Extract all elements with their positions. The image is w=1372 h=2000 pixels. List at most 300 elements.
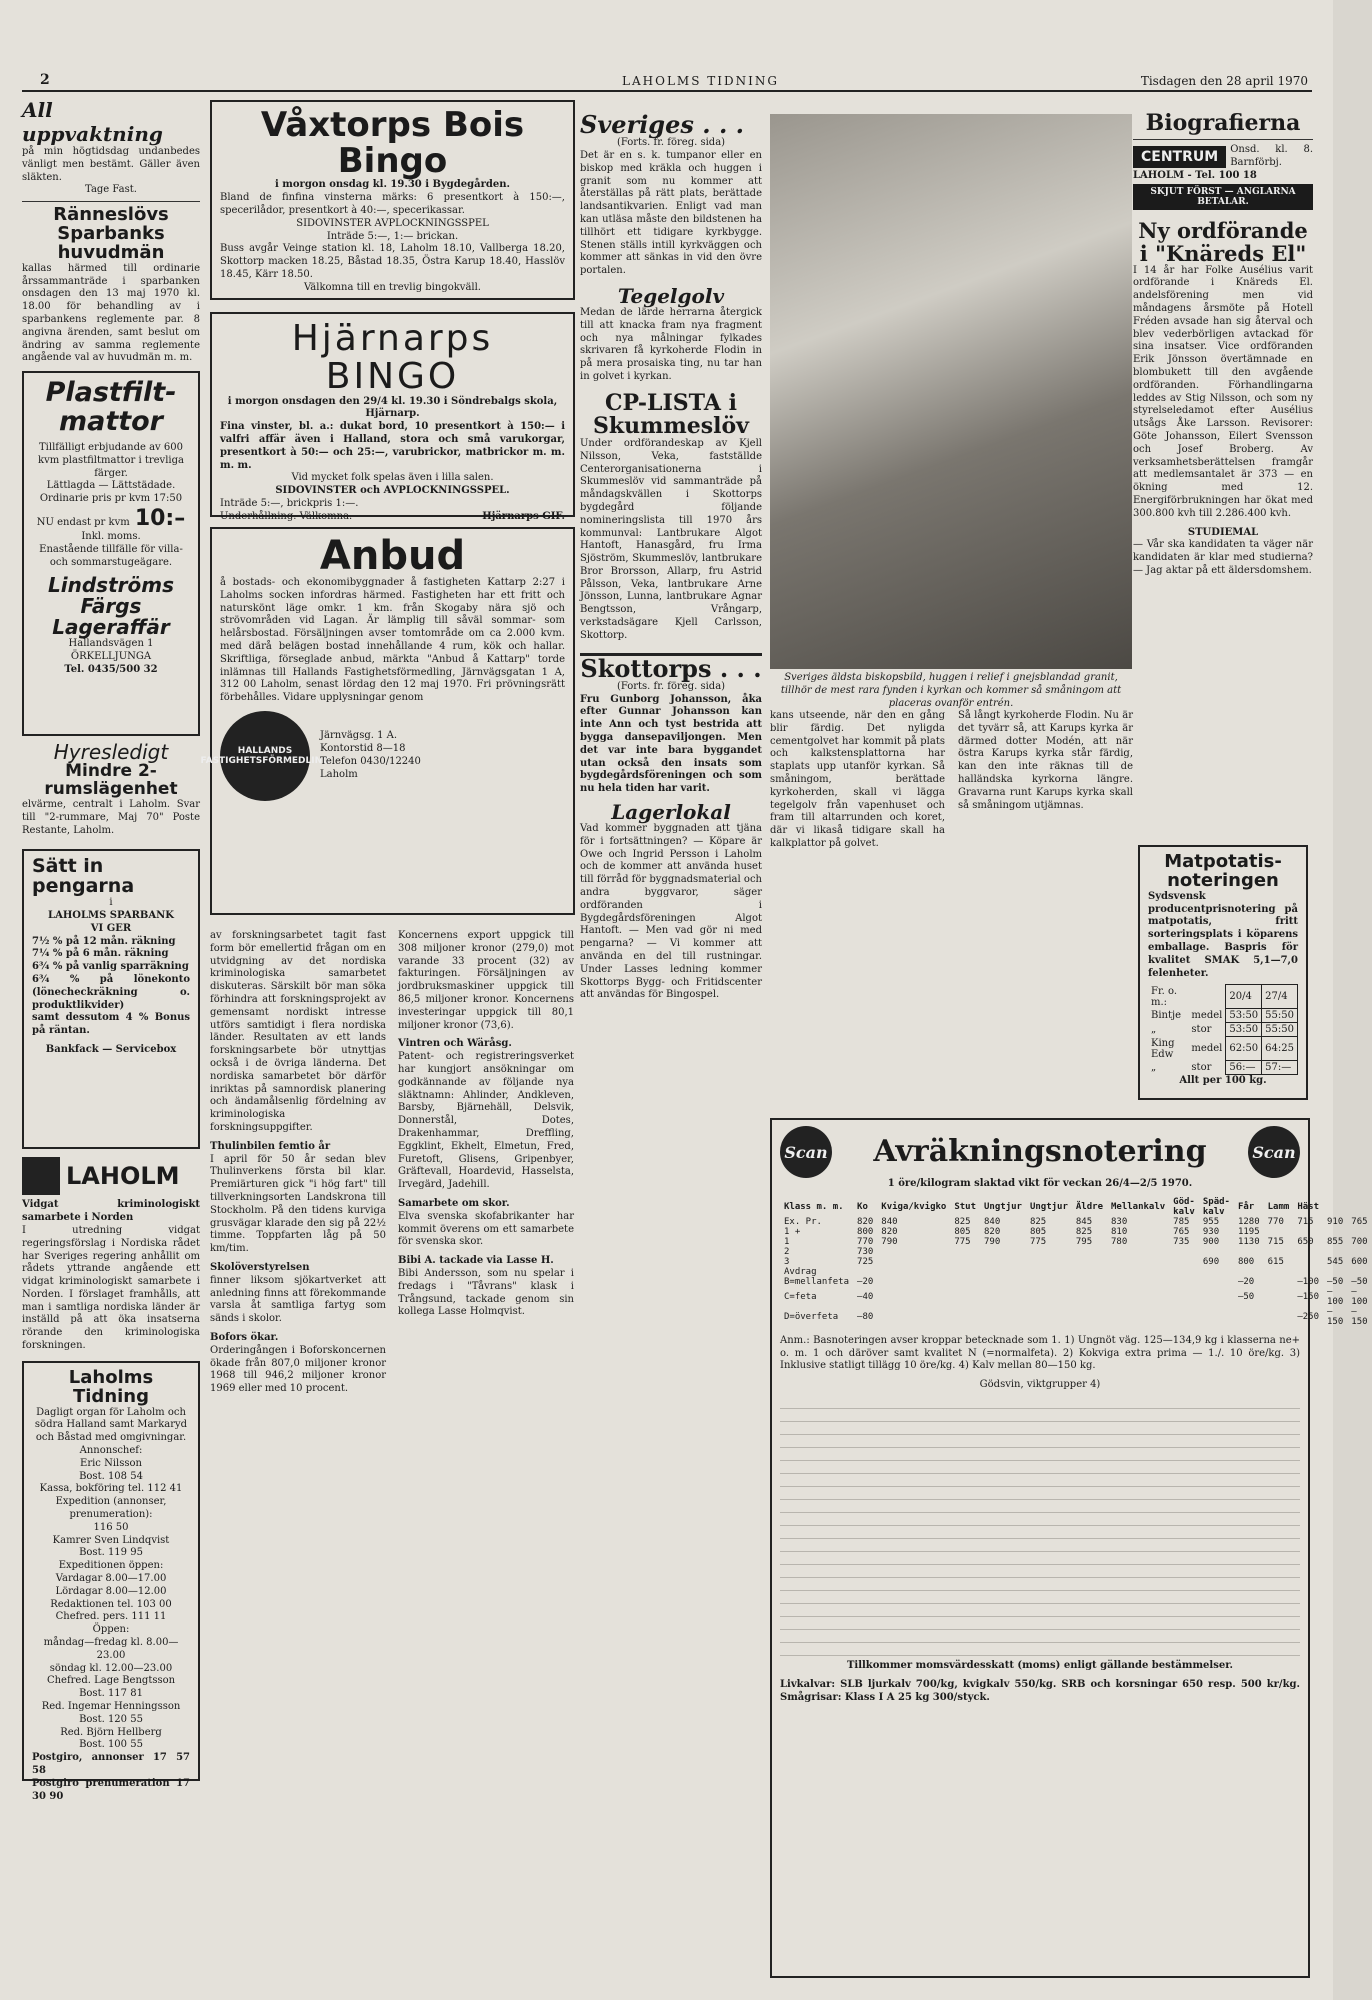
anbud-firm1: Järnvägsg. 1 A. bbox=[320, 730, 398, 742]
middle-section bbox=[200, 100, 575, 1970]
avr-cell bbox=[1347, 1247, 1371, 1257]
avr-cell bbox=[950, 1287, 980, 1307]
anbud-body: å bostads- och ekonomibyggnader å fastigheten Kattarp 2:27 i Laholms socken infordras härmed. Fastigheten har ett fritt och naturskönt läge omkr. 1 km. från Skogaby nära sjö och strövområden vid Lagan. Är lämplig till såväl sommar- som helårsbostad. Försäljningen avser tomtområde om ca 2.000 kvm. med därå belägen bostad innehållande 4 rum, kök och hallar. Skriftliga, förseglade anbud, märkta "Anbud å Kattarp" torde inlämnas till Hallands Fastighetsförmedling, Järnvägsgatan 1 A, 312 00 Laholm, senast lördag den 12 maj 1970. Fri prövningsrätt förbehålles. Vidare upplysningar genom bbox=[220, 577, 565, 704]
avr-cell: —50 bbox=[1327, 1276, 1344, 1287]
avr-cell bbox=[1347, 1267, 1371, 1277]
avrakning-notes: Anm.: Basnoteringen avser kroppar betecknade som 1. 1) Ungnöt väg. 125—134,9 kg i klasserna ne+ o. m. 1 och däröver samt kvalitet N (=normalfeta). 2) Kokviga extra prima — 1./. 10 öre/kg. 3) Inklusive statligt tillägg 10 öre/kg. 4) Kalv mellan 80—150 kg. bbox=[780, 1334, 1300, 1372]
kriminolog-title: Vidgat kriminologiskt samarbete i Norden bbox=[22, 1199, 200, 1224]
hjarnarps-bingo-ad bbox=[210, 312, 575, 522]
avr-cell bbox=[1072, 1247, 1107, 1257]
avr-cell bbox=[950, 1277, 980, 1287]
info-line10: Expeditionen öppen: bbox=[58, 1560, 164, 1572]
cplista-title: CP-LISTA i Skummeslöv bbox=[593, 389, 749, 439]
avr-cell: 790 bbox=[881, 1236, 898, 1247]
avr-row bbox=[780, 1237, 1372, 1247]
info-line22: Red. Björn Hellberg bbox=[60, 1726, 162, 1738]
skoloverstyrelsen-body: finner liksom sjökartverket att anledning finns att förekommande varsla åt samtliga fartyg som sänds i skolor. bbox=[210, 1274, 386, 1325]
avr-cell bbox=[877, 1247, 950, 1257]
avr-header-cell: Ko bbox=[857, 1201, 868, 1212]
mat-r2-c3: 64:25 bbox=[1262, 1037, 1298, 1061]
avr-cell: —20 bbox=[857, 1276, 874, 1287]
avr-cell bbox=[1107, 1247, 1169, 1257]
plastfilt-price: 10:– bbox=[134, 505, 186, 531]
third-column bbox=[580, 112, 762, 1972]
avr-cell bbox=[980, 1277, 1026, 1287]
avr-cell bbox=[1293, 1227, 1323, 1237]
avr-cell bbox=[1293, 1267, 1323, 1277]
avr-cell: 2 bbox=[784, 1246, 790, 1257]
avr-cell: 810 bbox=[1110, 1226, 1128, 1237]
info-line1: Dagligt organ för Laholm och södra Halland samt Markaryd och Båstad med omgivningar. bbox=[34, 1406, 188, 1444]
sparbank-rates-ad bbox=[22, 849, 200, 1149]
avr-cell: 955 bbox=[1202, 1216, 1220, 1227]
avr-cell: —100 bbox=[1327, 1286, 1344, 1307]
issue-date: Tisdagen den 28 april 1970 bbox=[1140, 74, 1308, 88]
slaktnamn-body: Patent- och registreringsverket har kungjort ansökningar om godkännande av följande nya släktnamn: Ahlinder, Andkleven, Barsby, Bjärnehäll, Delsvik, Donnerstål, Dotes, Drakenhammar, Dreffling, Eggklint, Ekhelt, Elmetun, Fred, Furetoft, Glisens, Gripenbyer, Gräftevall, Hoardevid, Hasselsta, Irvegärd, Jadehill. bbox=[398, 1051, 574, 1191]
plastfilt-addr2: ÖRKELLJUNGA bbox=[70, 651, 152, 663]
avr-cell bbox=[1107, 1267, 1169, 1277]
kriminolog-continued: av forskningsarbetet tagit fast form bör emellertid frågan om en utvidgning av det nordiska kriminologiska samarbetet diskuteras. Särskilt bör man söka förhindra att forskningsprojekt av gemensamt nordiskt intresse utförs samtidigt i flera nordiska länder. Resultaten av ett lands forskningsarbete bör utnyttjas också i de övriga länderna. Det nordiska samarbetet bör därför inriktas på samnordisk planering och ändamålsenlig fördelning av kriminologiska forskningsuppgifter. bbox=[210, 930, 386, 1133]
kriminolog-article bbox=[22, 1157, 200, 1353]
avr-cell: Avdrag bbox=[784, 1266, 817, 1277]
info-line3: Eric Nilsson bbox=[80, 1457, 142, 1469]
plastfilt-ad bbox=[22, 371, 200, 736]
photo-text-b bbox=[958, 710, 1133, 1130]
avr-cell: 715 bbox=[1267, 1236, 1284, 1247]
tegelgolv-title: Tegelgolv bbox=[617, 283, 725, 308]
mat-r3-c1: stor bbox=[1191, 1062, 1212, 1074]
info-line6: Expedition (annonser, prenumeration): bbox=[55, 1496, 167, 1521]
lagerlokal-body: Vad kommer byggnaden att tjäna för i fortsättningen? — Köpare är Owe och Ingrid Persson i Laholm och de kommer att använda huset till förråd för byggnadsmaterial och andra byggvaror, säger ordföranden i Bygdegårdsföreningen Algot Hantoft. — Men vad gör ni med pengarna? — Vi kommer att använda en del till rustningar. Under Lasses ledning kommer Skottorps Bygg- och Fritidscenter att användas för Bingospel. bbox=[580, 823, 762, 1001]
mat-r0-c0: Bintje bbox=[1151, 1010, 1182, 1022]
avr-cell bbox=[1264, 1267, 1294, 1277]
info-line21: Bost. 120 55 bbox=[79, 1713, 143, 1725]
avr-row bbox=[780, 1217, 1372, 1227]
info-line9: Bost. 119 95 bbox=[79, 1547, 143, 1559]
avr-row bbox=[780, 1287, 1372, 1307]
mat-r0-c3: 55:50 bbox=[1262, 1009, 1298, 1023]
mat-r1-c3: 55:50 bbox=[1262, 1023, 1298, 1037]
avr-cell bbox=[1026, 1307, 1072, 1327]
avr-cell: 730 bbox=[857, 1246, 874, 1257]
studiemal-title: STUDIEMAL bbox=[1187, 526, 1259, 538]
avr-cell bbox=[1323, 1267, 1347, 1277]
avr-cell: 795 bbox=[1075, 1236, 1093, 1247]
avr-cell bbox=[1293, 1247, 1323, 1257]
avr-cell: 800 bbox=[1237, 1256, 1255, 1267]
hyresledigt-sub: Mindre 2-rumslägenhet bbox=[44, 761, 178, 800]
sveriges-title: Sveriges . . . bbox=[580, 110, 745, 139]
avr-cell bbox=[1199, 1287, 1234, 1307]
avr-cell: 825 bbox=[1075, 1226, 1093, 1237]
satt-bankfack: Bankfack — Servicebox bbox=[45, 1043, 177, 1055]
satt-bank: LAHOLMS SPARBANK bbox=[48, 909, 174, 921]
plastfilt-line5: Inkl. moms. bbox=[81, 530, 141, 542]
avr-cell: 820 bbox=[881, 1226, 898, 1237]
avrakning-gris: Gödsvin, viktgrupper 4) bbox=[979, 1379, 1101, 1391]
avr-cell: —50 bbox=[1351, 1276, 1368, 1287]
hjarnarps-l4: SIDOVINSTER och AVPLOCKNINGSSPEL. bbox=[275, 485, 510, 497]
info-line12: Lördagar 8.00—12.00 bbox=[55, 1585, 167, 1597]
avr-header-cell: Göd-kalv bbox=[1173, 1196, 1195, 1217]
avr-cell: 715 bbox=[1297, 1216, 1314, 1227]
mat-head-0: Fr. o. m.: bbox=[1151, 985, 1178, 1008]
vaxtorps-l6: Välkomna till en trevlig bingokväll. bbox=[304, 281, 481, 293]
info-line7: 116 50 bbox=[93, 1521, 129, 1533]
avr-cell: 845 bbox=[1075, 1216, 1093, 1227]
avr-cell: Ex. Pr. bbox=[784, 1216, 822, 1227]
avr-cell bbox=[1199, 1277, 1234, 1287]
laholm-logo-icon bbox=[22, 1157, 60, 1195]
avr-cell: 840 bbox=[881, 1216, 898, 1227]
avr-cell bbox=[1026, 1287, 1072, 1307]
info-line20: Red. Ingemar Henningsson bbox=[41, 1700, 181, 1712]
avr-header-cell: Mellankalv bbox=[1110, 1201, 1166, 1212]
anbud-firm2: Kontorstid 8—18 bbox=[320, 743, 406, 755]
avr-header-cell: Får bbox=[1237, 1201, 1255, 1212]
skottorps-sub: (Forts. fr. föreg. sida) bbox=[616, 680, 726, 692]
avr-cell: 3 bbox=[784, 1256, 790, 1267]
avr-header-cell: Äldre bbox=[1075, 1201, 1103, 1212]
avr-cell: 910 bbox=[1327, 1216, 1344, 1227]
avr-cell bbox=[1199, 1247, 1234, 1257]
avr-row bbox=[780, 1277, 1372, 1287]
vaxtorps-title: Våxtorps Bois Bingo bbox=[260, 105, 525, 181]
sveriges-sub: (Forts. fr. föreg. sida) bbox=[616, 137, 726, 149]
info-line16: måndag—fredag kl. 8.00—23.00 bbox=[43, 1637, 179, 1661]
avr-cell: —80 bbox=[857, 1311, 874, 1322]
avr-cell: 820 bbox=[984, 1226, 1001, 1237]
bofors-title: Bofors ökar. bbox=[210, 1331, 279, 1343]
avr-cell: 615 bbox=[1267, 1256, 1284, 1267]
info-line18: Chefred. Lage Bengtsson bbox=[46, 1675, 176, 1687]
info-line13: Redaktionen tel. 103 00 bbox=[50, 1598, 172, 1610]
avr-cell: 1280 bbox=[1237, 1216, 1260, 1227]
avr-cell bbox=[950, 1257, 980, 1267]
avr-row bbox=[780, 1307, 1372, 1327]
plastfilt-addr1: Hallandsvägen 1 bbox=[68, 638, 154, 650]
avr-cell: 825 bbox=[954, 1216, 971, 1227]
matpotatis-body: Sydsvensk producentprisnotering på matpotatis, fritt sorteringsplats i köparens emballage. Baspris för kvalitet SMAK 5,1—7,0 felenheter. bbox=[1148, 890, 1298, 979]
info-line2: Annonschef: bbox=[79, 1445, 143, 1457]
info-line15: Öppen: bbox=[92, 1624, 130, 1636]
avr-header-cell: Stut bbox=[954, 1201, 977, 1212]
avr-cell bbox=[1264, 1247, 1294, 1257]
avr-cell bbox=[1199, 1307, 1234, 1327]
avr-cell bbox=[1323, 1247, 1347, 1257]
info-line8: Kamrer Sven Lindqvist bbox=[52, 1534, 170, 1546]
matpotatis-title: Matpotatis-noteringen bbox=[1164, 851, 1282, 891]
bibi-body: Bibi Andersson, som nu spelar i fredags i "Tåvrans" klask i Trångsund, tackade genom sin kollega Lasse Holmqvist. bbox=[398, 1267, 574, 1318]
bibi-title: Bibi A. tackade via Lasse H. bbox=[398, 1255, 554, 1267]
paper-title: LAHOLMS TIDNING bbox=[622, 74, 779, 88]
avr-header-cell: Kviga/kvigko bbox=[881, 1201, 947, 1212]
avr-cell bbox=[1169, 1267, 1199, 1277]
avr-cell bbox=[1026, 1267, 1072, 1277]
hyresledigt-ad bbox=[22, 742, 200, 837]
plastfilt-line3: Ordinarie pris pr kvm 17:50 bbox=[39, 493, 183, 505]
mat-r3-c3: 57:— bbox=[1262, 1061, 1298, 1075]
slaktnamn-title: Vintren och Wäråsg. bbox=[398, 1038, 512, 1050]
avr-cell: —150 bbox=[1297, 1291, 1320, 1302]
avr-cell: 700 bbox=[1351, 1236, 1368, 1247]
satt-title: Sätt in pengarna bbox=[32, 855, 135, 898]
matpotatis-box bbox=[1138, 845, 1308, 1100]
avr-cell bbox=[1107, 1257, 1169, 1267]
info-line17: söndag kl. 12.00—23.00 bbox=[49, 1662, 173, 1674]
avr-cell bbox=[877, 1287, 950, 1307]
photo-text-b-body: Så långt kyrkoherde Flodin. Nu är det tyvärr så, att Karups kyrka är därmed dotter Modén, att när östra Karups kyrka står färdig, kan den inte räknas till de halländska kyrkorna längre. Gravarna runt Karups kyrka skall så småningom utjämnas. bbox=[958, 710, 1133, 811]
centrum-schedule: Onsd. kl. 8. Barnförbj. bbox=[1230, 144, 1313, 168]
avr-cell: 770 bbox=[857, 1236, 874, 1247]
avr-cell: D=överfeta bbox=[784, 1311, 839, 1322]
avr-cell bbox=[1199, 1267, 1234, 1277]
plastfilt-tel: Tel. 0435/500 32 bbox=[64, 663, 158, 675]
mat-r2-c2: 62:50 bbox=[1226, 1037, 1262, 1061]
hjarnarps-l7: Hjärnarps GIF. bbox=[482, 510, 565, 522]
anbud-ad bbox=[200, 527, 575, 915]
avrakning-box bbox=[770, 1118, 1368, 1978]
avr-cell: 765 bbox=[1173, 1226, 1190, 1237]
hyresledigt-body: elvärme, centralt i Laholm. Svar till "2-rummare, Maj 70" Poste Restante, Laholm. bbox=[22, 798, 200, 836]
avr-cell bbox=[1026, 1247, 1072, 1257]
avr-cell: 785 bbox=[1173, 1216, 1190, 1227]
avr-cell bbox=[877, 1277, 950, 1287]
mat-r0-c1: medel bbox=[1191, 1010, 1223, 1022]
centrum-film: SKJUT FÖRST — ANGLARNA BETALAR. bbox=[1133, 184, 1313, 210]
plastfilt-shop: Lindströms Färgs Lageraffär bbox=[48, 573, 174, 640]
info-line5: Kassa, bokföring tel. 112 41 bbox=[39, 1483, 183, 1495]
avr-cell bbox=[1072, 1267, 1107, 1277]
avr-cell: B=mellanfeta bbox=[784, 1276, 850, 1287]
hjarnarps-l2: Fina vinster, bl. a.: dukat bord, 10 presentkort à 150:— i valfri affär även i Halland, stora och små varukorgar, presentkort à 50:— och 25:—, varubrickor, matbrickor m. m. m. m. bbox=[220, 421, 565, 471]
avrakning-livkalvar: Livkalvar: SLB ljurkalv 700/kg, kvigkalv 550/kg. SRB och korsningar 650 resp. 500 kr/kg. Smågrisar: Klass I A 25 kg 300/styck. bbox=[780, 1678, 1300, 1703]
avr-cell: 770 bbox=[1267, 1216, 1284, 1227]
mid-col-a bbox=[210, 930, 386, 1970]
info-line4: Bost. 108 54 bbox=[79, 1470, 143, 1482]
kriminolog-body: I utredning vidgat regeringsförslag i Nordiska rådet har Sveriges regering anhållit om rådets yttrande angående ett vidgat kriminologiskt samarbete i Norden. I förslaget framhålls, att man i samtliga nordiska länder är inställd på att öka insatserna rörande den kriminologiska forskningen. bbox=[22, 1224, 200, 1352]
avr-cell bbox=[877, 1307, 950, 1327]
avr-cell bbox=[1169, 1247, 1199, 1257]
avr-cell bbox=[1107, 1287, 1169, 1307]
avr-row bbox=[780, 1247, 1372, 1257]
anbud-title: Anbud bbox=[319, 533, 466, 579]
avr-cell bbox=[1107, 1307, 1169, 1327]
fastighetsformedling-seal: HALLANDS FASTIGHETSFÖRMEDLING bbox=[220, 711, 310, 801]
laholm-logo-text: LAHOLM bbox=[66, 1162, 180, 1191]
avr-cell bbox=[1293, 1257, 1323, 1267]
satt-vi-ger: VI GER bbox=[90, 922, 132, 934]
studiemal-body: — Vår ska kandidaten ta väger när kandidaten är klar med studierna? — Jag aktar på ett äldersdomshem. bbox=[1133, 539, 1313, 576]
mid-col-b bbox=[398, 930, 574, 1970]
hjarnarps-l1: i morgon onsdagen den 29/4 kl. 19.30 i Söndrebalgs skola, Hjärnarp. bbox=[227, 395, 558, 420]
skottorps-body: Fru Gunborg Johansson, åka efter Gunnar Johansson kan inte Ann och tyst bestrida att bygga dansepaviljongen. Men det var inte bara byggandet utan också den insats som bygdegårdsföreningen och som nu hela tiden har varit. bbox=[580, 693, 762, 795]
thulinbilen-body: I april för 50 år sedan blev Thulinverkens första bil klar. Premiärturen gick "i hög fart" till tillverkningsorten Landskrona till Stockholm. På den tidens kurviga grusvägar klarade den sig på 22½ timme. Toppfarten låg på 50 km/tim. bbox=[210, 1153, 386, 1255]
avr-cell bbox=[950, 1267, 980, 1277]
avr-header-cell: Lamm bbox=[1267, 1201, 1290, 1212]
bofors-body: Orderingången i Boforskoncernen ökade från 807,0 miljoner kronor 1968 till 946,2 miljoner kronor 1969 eller med 10 procent. bbox=[210, 1344, 386, 1395]
avr-cell bbox=[1026, 1257, 1072, 1267]
avr-cell bbox=[1323, 1227, 1347, 1237]
avr-cell bbox=[853, 1267, 877, 1277]
avr-cell: 690 bbox=[1202, 1256, 1220, 1267]
uppvaktning-signature: Tage Fast. bbox=[85, 184, 137, 196]
avr-cell: 780 bbox=[1110, 1236, 1128, 1247]
avr-cell: 725 bbox=[857, 1256, 874, 1267]
mat-head-2: 27/4 bbox=[1262, 985, 1298, 1009]
avr-header-cell: Häst bbox=[1297, 1201, 1320, 1212]
anbud-firm3: Telefon 0430/12240 bbox=[320, 755, 421, 767]
mat-r1-c1: stor bbox=[1191, 1024, 1212, 1036]
avr-row bbox=[780, 1267, 1372, 1277]
avr-cell bbox=[980, 1267, 1026, 1277]
avr-cell bbox=[1072, 1307, 1107, 1327]
avr-cell bbox=[980, 1307, 1026, 1327]
mat-r3-c0: „ bbox=[1151, 1062, 1157, 1074]
avr-cell bbox=[1169, 1257, 1199, 1267]
avr-row bbox=[780, 1257, 1372, 1267]
plastfilt-title: Plastfilt-mattor bbox=[45, 377, 177, 437]
avr-cell: 825 bbox=[1029, 1216, 1047, 1227]
hjarnarps-l5: Inträde 5:—, brickpris 1:—. bbox=[220, 497, 359, 509]
avr-cell bbox=[1347, 1227, 1371, 1237]
satt-rate1: 7½ % på 12 mån. räkning bbox=[32, 935, 176, 947]
biografierna-title: Biografierna bbox=[1145, 110, 1301, 136]
plastfilt-line1: Tillfälligt erbjudande av 600 kvm plastfiltmattor i trevliga färger. bbox=[38, 441, 184, 479]
avr-cell: 765 bbox=[1351, 1216, 1368, 1227]
left-column bbox=[22, 98, 200, 1978]
avr-cell: 805 bbox=[1029, 1226, 1047, 1237]
avr-cell: 790 bbox=[984, 1236, 1001, 1247]
uppvaktning-body: på min högtidsdag undanbedes vänligt men bestämt. Gäller även släkten. bbox=[22, 146, 200, 183]
hjarnarps-title: Hjärnarps BINGO bbox=[291, 318, 494, 397]
vaxtorps-bingo-ad bbox=[210, 100, 575, 300]
avr-cell bbox=[1107, 1277, 1169, 1287]
anbud-firm4: Laholm bbox=[320, 768, 358, 780]
avr-row bbox=[780, 1227, 1372, 1237]
plastfilt-line2: Lättlagda — Lättstädade. bbox=[46, 480, 176, 492]
info-title: Laholms Tidning bbox=[68, 1366, 154, 1407]
info-line25: Postgiro prenumeration 17 30 90 bbox=[32, 1777, 190, 1802]
avr-cell: 820 bbox=[857, 1216, 874, 1227]
vaxtorps-l2: Bland de finfina vinsterna märks: 6 presentkort à 150:—, specerilådor, presentkort à 40:—, specerikassar. bbox=[220, 192, 565, 216]
avr-cell bbox=[877, 1267, 950, 1277]
avr-cell bbox=[950, 1307, 980, 1327]
avr-cell bbox=[1072, 1257, 1107, 1267]
info-line24: Postgiro, annonser 17 57 58 bbox=[32, 1752, 190, 1776]
avr-cell: 600 bbox=[1351, 1256, 1368, 1267]
avr-cell: —250 bbox=[1297, 1311, 1320, 1322]
lagerlokal-title: Lagerlokal bbox=[611, 800, 731, 825]
avr-cell bbox=[1234, 1307, 1264, 1327]
avr-cell: 930 bbox=[1202, 1226, 1220, 1237]
avr-cell bbox=[1072, 1287, 1107, 1307]
mat-r1-c0: „ bbox=[1151, 1024, 1157, 1036]
avr-cell: 545 bbox=[1327, 1256, 1344, 1267]
bishop-stone-photo bbox=[770, 114, 1132, 669]
avr-cell: —150 bbox=[1327, 1306, 1344, 1327]
hjarnarps-l3: Vid mycket folk spelas även i lilla salen. bbox=[291, 472, 494, 484]
avr-cell bbox=[1072, 1277, 1107, 1287]
avr-cell: —150 bbox=[1351, 1306, 1368, 1327]
thulinbilen-title: Thulinbilen femtio år bbox=[210, 1140, 331, 1152]
skoloverstyrelsen-title: Skolöverstyrelsen bbox=[210, 1261, 310, 1273]
centrum-tel: LAHOLM - Tel. 100 18 bbox=[1133, 169, 1257, 181]
avr-cell bbox=[980, 1287, 1026, 1307]
hjarnarps-l6: Underhållning. Välkomna. bbox=[220, 510, 353, 522]
mat-r3-c2: 56:— bbox=[1226, 1061, 1262, 1075]
avr-cell bbox=[1264, 1307, 1294, 1327]
avr-cell: 775 bbox=[954, 1236, 971, 1247]
avr-cell: C=feta bbox=[784, 1291, 817, 1302]
knareds-title: Ny ordförande i "Knäreds El" bbox=[1138, 218, 1308, 266]
avr-cell: —100 bbox=[1297, 1276, 1320, 1287]
avr-cell: 1130 bbox=[1237, 1236, 1260, 1247]
satt-rate3: 6¾ % på vanlig sparräkning bbox=[32, 961, 189, 973]
info-line23: Bost. 100 55 bbox=[79, 1739, 143, 1751]
cplista-body: Under ordförandeskap av Kjell Nilsson, Veka, fastställde Centerorganisationerna i Skummeslöv vid sammanträde på måndagskvällen i Skottorps bygdegård följande nomineringslista till 1970 års kommunval: Lantbrukare Algot Hantoft, Hanasgård, fru Irma Sjöström, Skummeslöv, lantbrukare Bror Brorsson, Allarp, fru Astrid Pålsson, Veka, lantbrukare Arne Jönsson, Lunna, lantbrukare Agnar Bengtsson, Vrångarp, verkstadsägare Kjell Carlsson, Skottorp. bbox=[580, 437, 762, 641]
avr-cell: 1 bbox=[784, 1236, 790, 1247]
avr-header-cell: Ungtjur bbox=[984, 1201, 1022, 1212]
avr-cell bbox=[1169, 1277, 1199, 1287]
knareds-body: I 14 år har Folke Ausélius varit ordförande i Knäreds El. andelsförening men vid måndagens årsmöte på Hotell Fréden avsade han sig återval och blev vederbörligen avtackad för sina insatser. Vice ordföranden Erik Jönsson övertämnade en blombukett till den avgående ordföranden. Förhandlingarna leddes av Stig Nilsson, och som ny styrelseledamot efter Ausélius utsågs Åke Larsson. Revisorer: Göte Johansson, Eilert Svensson och Josef Broberg. Av verksamhetsberättelsen framgår att medlemsantalet är 373 — en ökning med 12. Energiförbrukningen har ökat med 300.800 kvh till 2.286.400 kvh. bbox=[1133, 264, 1313, 519]
mat-r2-c1: medel bbox=[1191, 1043, 1223, 1055]
satt-i: i bbox=[109, 897, 113, 909]
avr-cell bbox=[1264, 1277, 1294, 1287]
mat-head-1: 20/4 bbox=[1226, 985, 1262, 1009]
avr-cell: 735 bbox=[1173, 1236, 1190, 1247]
avr-cell bbox=[1264, 1227, 1294, 1237]
avr-cell bbox=[1264, 1287, 1294, 1307]
scan-logo-right: Scan bbox=[1248, 1126, 1300, 1178]
avr-cell bbox=[1234, 1267, 1264, 1277]
plastfilt-line6: Enastående tillfälle för villa- och sommarstugeägare. bbox=[39, 543, 183, 568]
avr-cell bbox=[950, 1247, 980, 1257]
avr-cell bbox=[1169, 1287, 1199, 1307]
photo-text-a-body: kans utseende, när den en gång blir färdig. Det nyligda cementgolvet har kommit på plats och kalkstensplattorna har staplats upp utanför kyrkan. Så småningom, berättade kyrkoherden, skall vi lägga tegelgolv från vapenhuset och fram till altarrunden och koret, där vi likaså tidigare skall ha kalkplattor på golvet. bbox=[770, 710, 945, 849]
avr-cell: 805 bbox=[954, 1226, 971, 1237]
info-line14: Chefred. pers. 111 11 bbox=[55, 1611, 167, 1623]
satt-rate5: samt dessutom 4 % Bonus på räntan. bbox=[32, 1012, 190, 1037]
avr-cell: 830 bbox=[1110, 1216, 1128, 1227]
vaxtorps-l3: SIDOVINSTER AVPLOCKNINGSSPEL bbox=[296, 217, 489, 229]
avr-cell bbox=[1234, 1247, 1264, 1257]
avr-cell: 855 bbox=[1327, 1236, 1344, 1247]
photo-text-a bbox=[770, 710, 945, 1130]
avr-cell: 1 + bbox=[784, 1226, 801, 1237]
avr-cell: 900 bbox=[1202, 1236, 1220, 1247]
avr-cell: —40 bbox=[857, 1291, 874, 1302]
avr-header-cell: Klass m. m. bbox=[784, 1201, 844, 1212]
avr-cell bbox=[877, 1257, 950, 1267]
info-line19: Bost. 117 81 bbox=[79, 1688, 143, 1700]
gris-table-placeholder bbox=[780, 1396, 1300, 1656]
avr-cell bbox=[980, 1247, 1026, 1257]
avr-cell: 1195 bbox=[1237, 1226, 1260, 1237]
matpotatis-table bbox=[1148, 984, 1298, 1075]
avr-cell: —50 bbox=[1237, 1291, 1255, 1302]
avrakning-table bbox=[780, 1197, 1372, 1327]
skor-body: Elva svenska skofabrikanter har kommit överens om ett samarbete för svenska skor. bbox=[398, 1210, 574, 1248]
skor-title: Samarbete om skor. bbox=[398, 1197, 510, 1209]
avr-header-cell: Späd-kalv bbox=[1202, 1196, 1230, 1217]
uppvaktning-title: All uppvaktning bbox=[22, 98, 163, 146]
avr-cell bbox=[980, 1257, 1026, 1267]
vaxtorps-l5: Buss avgår Veinge station kl. 18, Laholm 18.10, Vallberga 18.20, Skottorp macken 18.25, Båstad 18.35, Östra Karup 18.40, Hasslöv 18.45, Kärr 18.50. bbox=[220, 243, 565, 280]
koncern-body: Koncernens export uppgick till 308 miljoner kronor (279,0) mot varande 33 procent (32) av fakturingen. Försäljningen av jordbruksmaskiner uppgick till 86,5 miljoner kronor. Koncernens investeringar uppgick till 80,1 miljoner kronor (73,6). bbox=[398, 930, 574, 1031]
hyresledigt-title: Hyresledigt bbox=[53, 740, 169, 765]
matpotatis-foot: Allt per 100 kg. bbox=[1179, 1075, 1267, 1087]
